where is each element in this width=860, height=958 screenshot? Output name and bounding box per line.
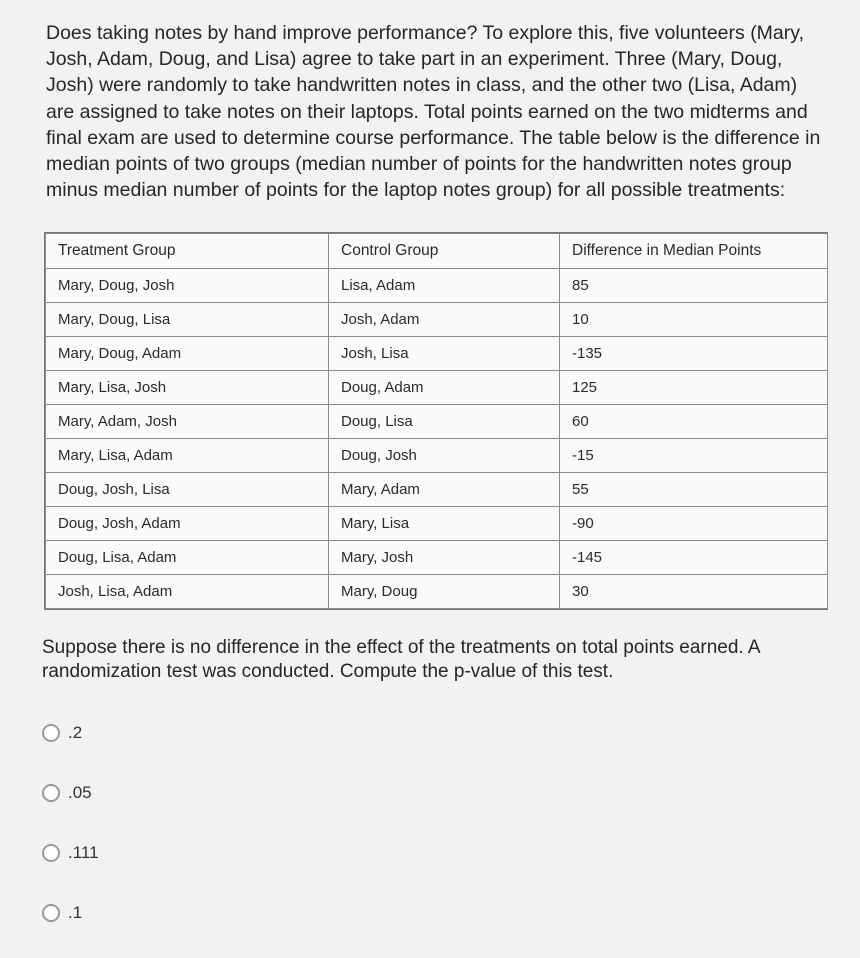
difference-cell: -15 (560, 439, 828, 473)
control-cell: Lisa, Adam (329, 269, 560, 303)
difference-cell: 30 (560, 575, 828, 609)
radio-button[interactable] (42, 844, 60, 862)
table-row (46, 371, 828, 405)
control-cell: Mary, Lisa (329, 507, 560, 541)
header-control-group: Control Group (329, 234, 560, 269)
treatment-cell: Mary, Doug, Lisa (46, 303, 329, 337)
treatment-cell: Mary, Adam, Josh (46, 405, 329, 439)
control-cell: Mary, Adam (329, 473, 560, 507)
control-cell: Josh, Adam (329, 303, 560, 337)
table-row (46, 269, 828, 303)
radio-button[interactable] (42, 784, 60, 802)
radio-button[interactable] (42, 904, 60, 922)
table-row (46, 337, 828, 371)
difference-cell: -90 (560, 507, 828, 541)
table-row (46, 439, 828, 473)
difference-cell: 60 (560, 405, 828, 439)
table-row (46, 303, 828, 337)
control-cell: Doug, Adam (329, 371, 560, 405)
difference-cell: 85 (560, 269, 828, 303)
treatment-cell: Mary, Doug, Adam (46, 337, 329, 371)
difference-cell: -145 (560, 541, 828, 575)
table-header-row (46, 234, 828, 269)
question-text: Does taking notes by hand improve performance? To explore this, five volunteers (Mary, Josh, Adam, Doug, and Lisa) agree to take part in an experiment. Three (Mary, Doug, Josh) were randomly to take handwritten notes in class, and the other two (Lisa, Adam) are assigned to take notes on their laptops. Total points earned on the two midterms and final exam are used to determine course performance. The table below is the difference in median points of two groups (median number of points for the handwritten notes group minus median number of points for the laptop notes group) for all possible treatments: (46, 22, 821, 202)
difference-cell: 10 (560, 303, 828, 337)
option-0-05[interactable] (42, 778, 99, 808)
control-cell: Mary, Doug (329, 575, 560, 609)
option-label: .05 (68, 783, 92, 802)
radio-button[interactable] (42, 724, 60, 742)
prompt-text: Suppose there is no difference in the effect of the treatments on total points earned. A randomization test was conducted. Compute the p-value of this test. (42, 637, 760, 682)
control-cell: Doug, Lisa (329, 405, 560, 439)
option-0-111[interactable] (42, 838, 99, 868)
header-difference: Difference in Median Points (560, 234, 828, 269)
difference-cell: -135 (560, 337, 828, 371)
option-label: .1 (68, 903, 83, 922)
table-row (46, 575, 828, 609)
table-row (46, 473, 828, 507)
treatment-cell: Mary, Doug, Josh (46, 269, 329, 303)
option-0-2[interactable] (42, 718, 99, 748)
header-treatment-group: Treatment Group (46, 234, 329, 269)
table-row (46, 541, 828, 575)
treatment-cell: Doug, Josh, Lisa (46, 473, 329, 507)
treatment-cell: Mary, Lisa, Adam (46, 439, 329, 473)
option-label: .2 (68, 723, 83, 742)
option-label: .111 (68, 843, 99, 862)
treatment-cell: Josh, Lisa, Adam (46, 575, 329, 609)
results-table (45, 233, 828, 609)
table-row (46, 405, 828, 439)
answer-options (42, 718, 99, 958)
control-cell: Josh, Lisa (329, 337, 560, 371)
treatment-cell: Doug, Josh, Adam (46, 507, 329, 541)
randomization-table (44, 232, 828, 610)
control-cell: Doug, Josh (329, 439, 560, 473)
treatment-cell: Doug, Lisa, Adam (46, 541, 329, 575)
difference-cell: 55 (560, 473, 828, 507)
table-row (46, 507, 828, 541)
treatment-cell: Mary, Lisa, Josh (46, 371, 329, 405)
difference-cell: 125 (560, 371, 828, 405)
control-cell: Mary, Josh (329, 541, 560, 575)
option-0-1[interactable] (42, 898, 99, 928)
